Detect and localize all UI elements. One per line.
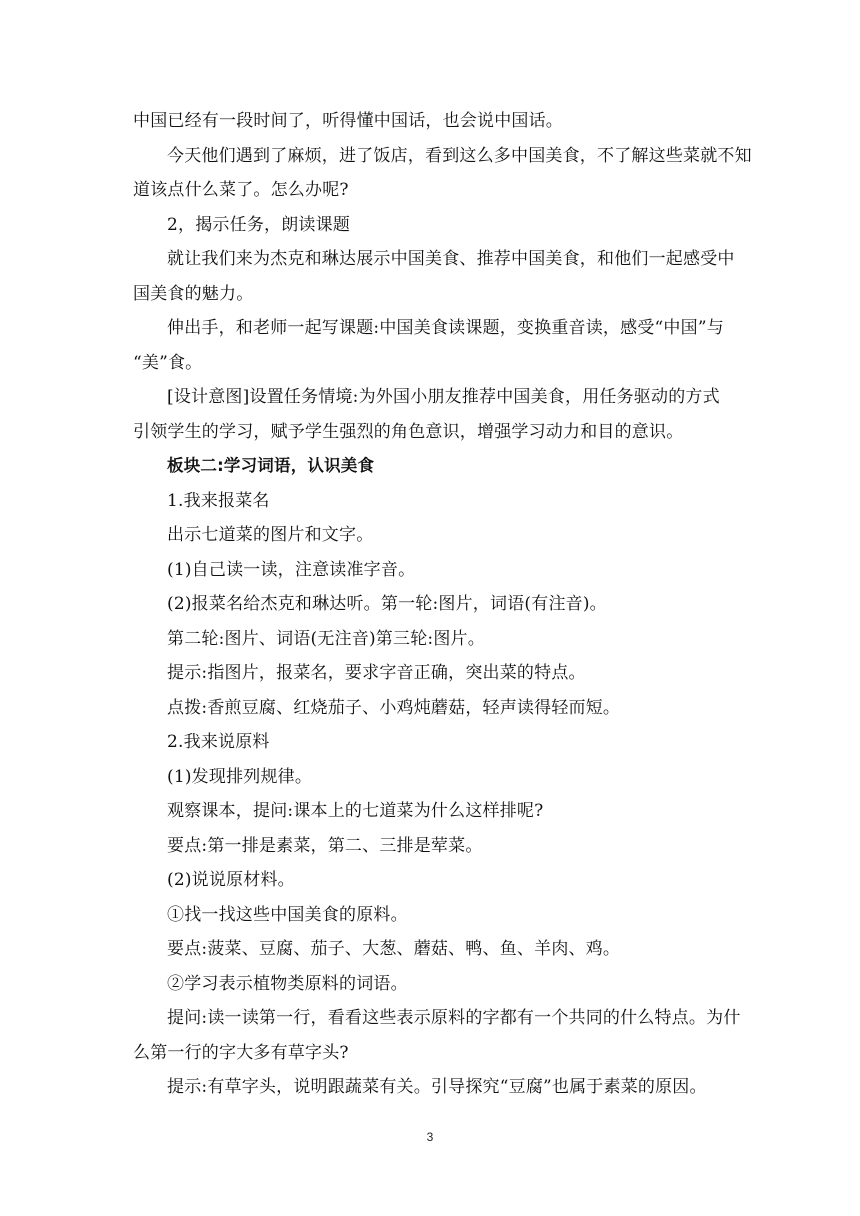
list-item: (2)报菜名给杰克和琳达听。第一轮:图片，词语(有注音)。	[167, 594, 607, 614]
paragraph-line: 中国已经有一段时间了，听得懂中国话，也会说中国话。	[133, 111, 563, 131]
list-item: (2)说说原材料。	[167, 870, 295, 890]
paragraph-line: “美”食。	[133, 352, 203, 373]
paragraph-line: 提问:读一读第一行，看看这些表示原料的字都有一个共同的什么特点。为什	[167, 1008, 741, 1028]
paragraph-line: 第二轮:图片、词语(无注音)第三轮:图片。	[167, 628, 485, 649]
paragraph-line: 么第一行的字大多有草字头?	[133, 1042, 349, 1063]
paragraph-line: 今天他们遇到了麻烦，进了饭店，看到这么多中国美食，不了解这些菜就不知	[167, 145, 752, 166]
paragraph-line: 道该点什么菜了。怎么办呢?	[133, 180, 349, 200]
list-item: (1)自己读一读，注意读准字音。	[167, 559, 416, 580]
list-item: ①找一找这些中国美食的原料。	[167, 904, 408, 925]
design-intent-line: 引领学生的学习，赋予学生强烈的角色意识，增强学习动力和目的意识。	[133, 421, 684, 442]
paragraph-line: 就让我们来为杰克和琳达展示中国美食、推荐中国美食，和他们一起感受中	[167, 249, 735, 269]
section-heading: 2，揭示任务，朗读课题	[167, 214, 351, 235]
page-number: 3	[426, 1130, 434, 1144]
paragraph-line: 伸出手，和老师一起写课题:中国美食读课题，变换重音读，感受“中国”与	[167, 318, 724, 338]
paragraph-line: 要点:菠菜、豆腐、茄子、大葱、蘑菇、鸭、鱼、羊肉、鸡。	[167, 939, 621, 959]
paragraph-line: 观察课本，提问:课本上的七道菜为什么这样排呢?	[167, 801, 544, 821]
document-body	[133, 104, 752, 1105]
paragraph-line: 点拨:香煎豆腐、红烧茄子、小鸡炖蘑菇，轻声读得轻而短。	[167, 697, 621, 718]
list-item: (1)发现排列规律。	[167, 766, 313, 787]
paragraph-line: 要点:第一排是素菜，第二、三排是荤菜。	[167, 835, 483, 856]
design-intent-line: [设计意图]设置任务情境:为外国小朋友推荐中国美食，用任务驱动的方式	[167, 387, 720, 407]
block-title: 板块二:学习词语，认识美食	[167, 456, 375, 475]
list-item: ②学习表示植物类原料的词语。	[167, 973, 408, 994]
paragraph-line: 提示:有草字头，说明跟蔬菜有关。引导探究“豆腐”也属于素菜的原因。	[167, 1077, 707, 1097]
subsection-heading: 2.我来说原料	[167, 732, 270, 752]
subsection-heading: 1.我来报菜名	[167, 490, 270, 511]
paragraph-line: 国美食的魅力。	[133, 283, 254, 304]
paragraph-line: 提示:指图片，报菜名，要求字音正确，突出菜的特点。	[167, 663, 586, 683]
paragraph-line: 出示七道菜的图片和文字。	[167, 525, 374, 545]
